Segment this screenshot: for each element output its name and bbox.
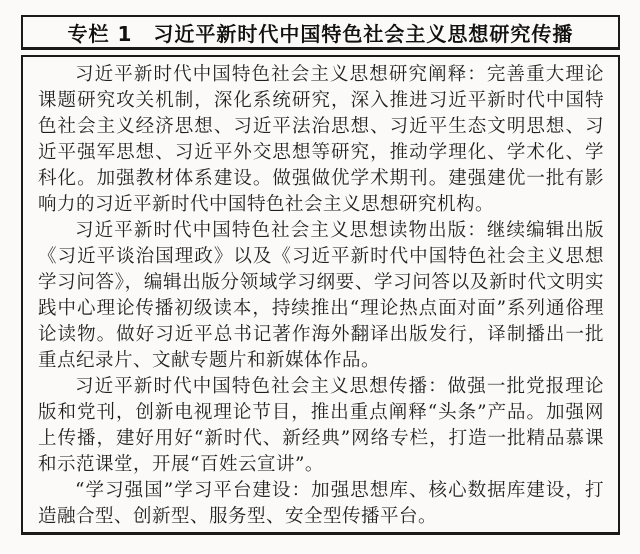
panel-title: 专栏 1 习近平新时代中国特色社会主义思想研究传播 (67, 21, 574, 46)
paragraph-thought-dissemination: 习近平新时代中国特色社会主义思想传播：做强一批党报理论版和党刊，创新电视理论节目，推出重点阐释“头条”产品。加强网上传播，建好用好“新时代、新经典”网络专栏，打造一批精品慕课和示范课堂，开展“百姓云宣讲”。 (38, 376, 604, 475)
panel-body (21, 55, 620, 535)
paragraph-research-interpretation: 习近平新时代中国特色社会主义思想研究阐释：完善重大理论课题研究攻关机制，深化系统研究，深入推进习近平新时代中国特色社会主义经济思想、习近平法治思想、习近平生态文明思想、习近平强军思想、习近平外交思想等研究，推动学理化、学术化、学科化。加强教材体系建设。做强做优学术期刊。建强建优一批有影响力的习近平新时代中国特色社会主义思想研究机构。 (38, 64, 604, 215)
panel-header (21, 15, 620, 50)
paragraph-readings-publication: 习近平新时代中国特色社会主义思想读物出版：继续编辑出版《习近平谈治国理政》以及《习近平新时代中国特色社会主义思想学习问答》，编辑出版分领域学习纲要、学习问答以及新时代文明实践中心理论传播初级读本，持续推出“理论热点面对面”系列通俗理论读物。做好习近平总书记著作海外翻译出版发行，译制播出一批重点纪录片、文献专题片和新媒体作品。 (38, 220, 604, 371)
paragraph-xuexi-qiangguo-platform: “学习强国”学习平台建设：加强思想库、核心数据库建设，打造融合型、创新型、服务型、安全型传播平台。 (38, 480, 604, 527)
